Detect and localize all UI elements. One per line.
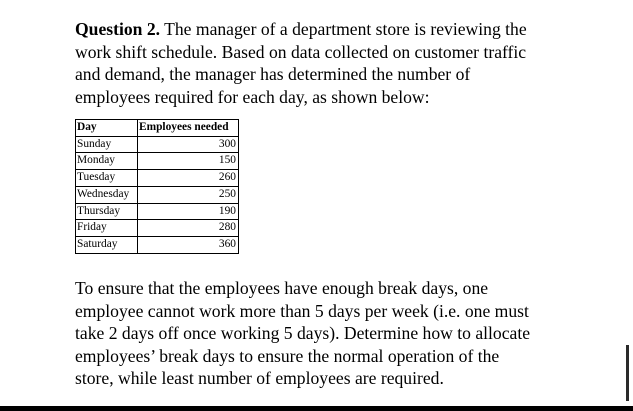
day-cell: Wednesday [76, 186, 138, 203]
instructions-line-1: To ensure that the employees have enough break days, one [75, 278, 489, 298]
question-line-4: employees required for each day, as shown below: [75, 86, 430, 107]
header-day: Day [76, 120, 138, 137]
table-row [76, 236, 239, 253]
day-cell: Monday [76, 153, 138, 170]
day-cell: Thursday [76, 203, 138, 220]
day-cell: Sunday [76, 136, 138, 153]
employees-cell: 300 [138, 136, 239, 153]
question-line-1 [75, 18, 560, 41]
question-label: Question 2. [75, 19, 161, 39]
employees-needed-table [75, 119, 239, 254]
day-cell: Tuesday [76, 170, 138, 187]
table-row [76, 153, 239, 170]
table-row [76, 186, 239, 203]
table-header-row [76, 120, 239, 137]
employees-cell: 280 [138, 220, 239, 237]
employees-cell: 190 [138, 203, 239, 220]
table-row [76, 203, 239, 220]
instructions-line-2: employee cannot work more than 5 days per week (i.e. one must [75, 300, 529, 321]
day-cell: Friday [76, 220, 138, 237]
employees-cell: 150 [138, 153, 239, 170]
vertical-scrollbar[interactable] [626, 345, 629, 401]
table-row [76, 220, 239, 237]
question-line-2: work shift schedule. Based on data collected on customer traffic [75, 41, 527, 62]
instructions-line-3: take 2 days off once working 5 days). Determine how to allocate [75, 323, 531, 343]
question-line-1-text: The manager of a department store is reviewing the [160, 19, 527, 39]
instructions-text [75, 277, 575, 390]
employees-cell: 260 [138, 170, 239, 187]
employees-cell: 360 [138, 236, 239, 253]
question-paragraph [75, 18, 560, 108]
instructions-line-4: employees’ break days to ensure the normal operation of the [75, 345, 500, 366]
table-row [76, 136, 239, 153]
instructions-line-5: store, while least number of employees are required. [75, 368, 444, 388]
day-cell: Saturday [76, 236, 138, 253]
header-employees-needed: Employees needed [138, 120, 239, 137]
question-line-3: and demand, the manager has determined the number of [75, 64, 471, 84]
employees-cell: 250 [138, 186, 239, 203]
question-text [75, 18, 560, 108]
table-row [76, 170, 239, 187]
